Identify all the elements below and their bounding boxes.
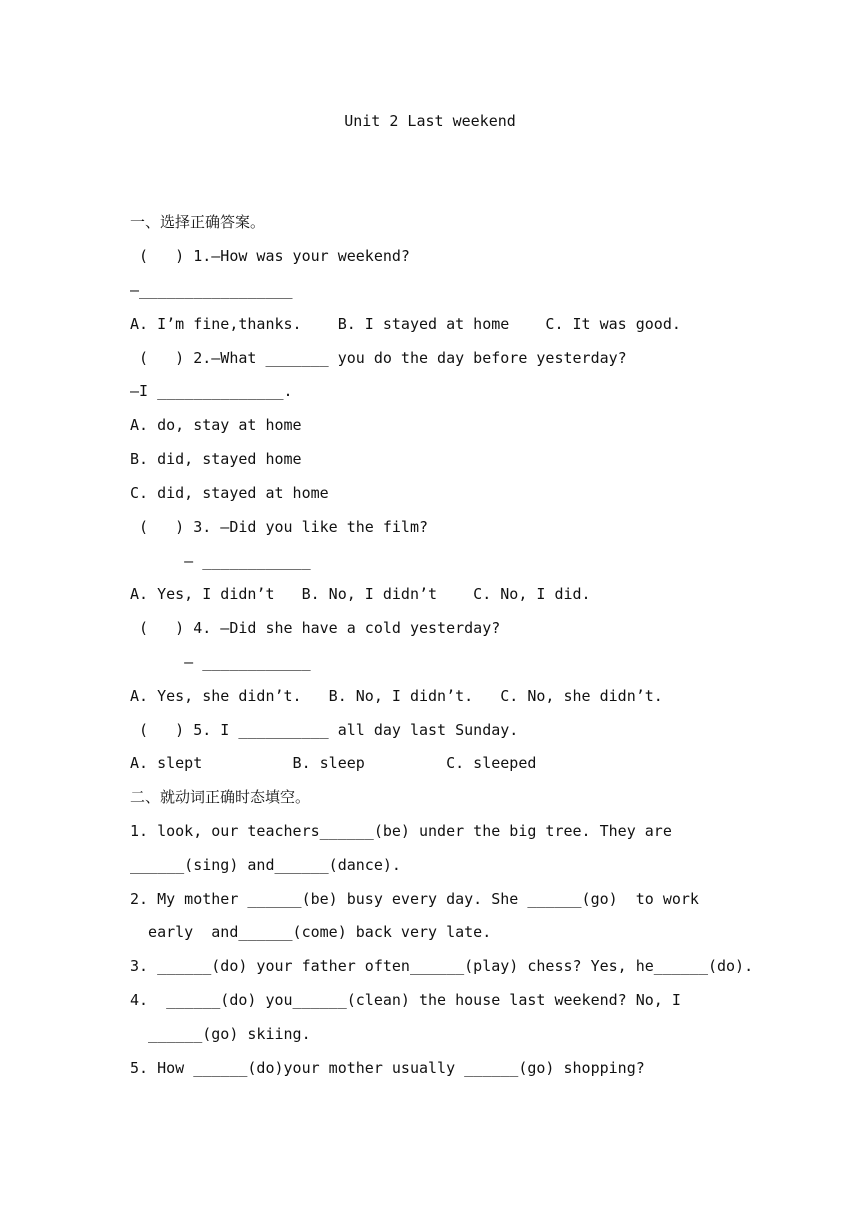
section1-heading: 一、选择正确答案。 bbox=[130, 213, 266, 231]
question-5-options: A. slept B. sleep C. sleeped bbox=[130, 754, 537, 772]
fill-line-8: 5. How ______(do)your mother usually ______(go) shopping? bbox=[130, 1059, 645, 1077]
question-3-options: A. Yes, I didn’t B. No, I didn’t C. No, I did. bbox=[130, 585, 591, 603]
fill-line-5: 3. ______(do) your father often______(play) chess? Yes, he______(do). bbox=[130, 957, 754, 975]
fill-line-3: 2. My mother ______(be) busy every day. She ______(go) to work bbox=[130, 890, 699, 908]
question-1-answer-line: —_________________ bbox=[130, 281, 293, 299]
question-1-stem: ( ) 1.—How was your weekend? bbox=[130, 247, 410, 265]
question-4-stem: ( ) 4. —Did she have a cold yesterday? bbox=[130, 619, 501, 637]
question-3-stem: ( ) 3. —Did you like the film? bbox=[130, 518, 429, 536]
question-4-answer-line: — ____________ bbox=[130, 653, 311, 671]
section2-heading: 二、就动词正确时态填空。 bbox=[130, 788, 311, 806]
question-3-answer-line: — ____________ bbox=[130, 552, 311, 570]
page-title: Unit 2 Last weekend bbox=[344, 112, 516, 130]
question-2-answer-line: —I ______________. bbox=[130, 382, 293, 400]
question-4-options: A. Yes, she didn’t. B. No, I didn’t. C. No, she didn’t. bbox=[130, 687, 663, 705]
fill-line-1: 1. look, our teachers______(be) under the big tree. They are bbox=[130, 822, 672, 840]
fill-line-4: early and______(come) back very late. bbox=[130, 923, 492, 941]
question-2-stem: ( ) 2.—What _______ you do the day before yesterday? bbox=[130, 349, 627, 367]
question-2-option-b: B. did, stayed home bbox=[130, 450, 302, 468]
fill-line-7: ______(go) skiing. bbox=[130, 1025, 311, 1043]
question-5-stem: ( ) 5. I __________ all day last Sunday. bbox=[130, 721, 519, 739]
fill-line-2: ______(sing) and______(dance). bbox=[130, 856, 401, 874]
question-1-options: A. I’m fine,thanks. B. I stayed at home C. It was good. bbox=[130, 315, 681, 333]
fill-line-6: 4. ______(do) you______(clean) the house last weekend? No, I bbox=[130, 991, 681, 1009]
question-2-option-a: A. do, stay at home bbox=[130, 416, 302, 434]
question-2-option-c: C. did, stayed at home bbox=[130, 484, 329, 502]
